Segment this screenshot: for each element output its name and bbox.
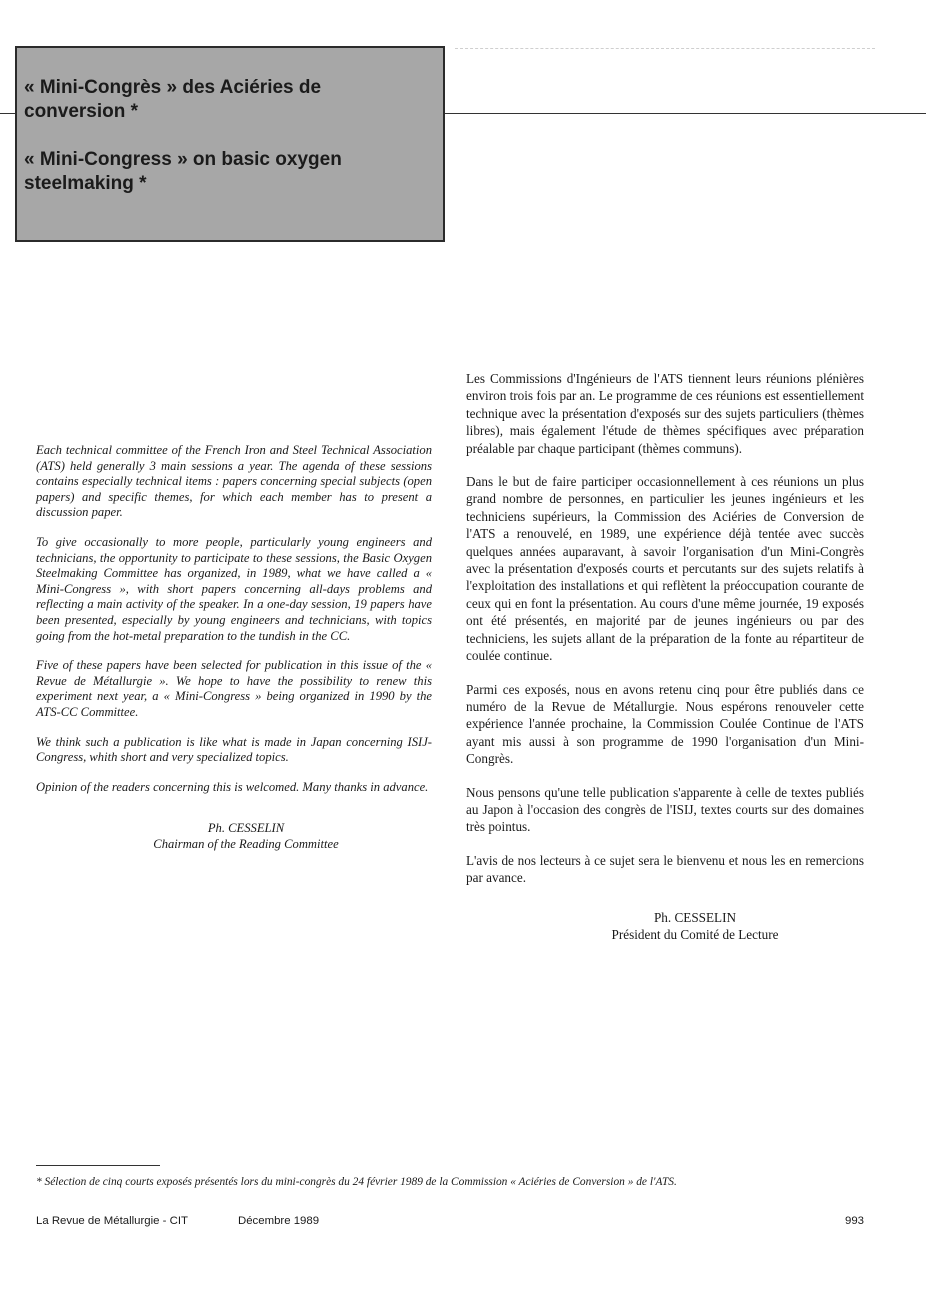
page-number: 993	[844, 1215, 864, 1227]
english-paragraph: Five of these papers have been selected for publication in this issue of the « Revue de Métallurgie ». We hope to have the possibility to renew this experiment next year, a « Mini-Congress » being organized in 1990 by the ATS-CC Committee.	[36, 658, 432, 719]
english-paragraph: We think such a publication is like what is made in Japan concerning ISIJ-Congress, whith short and very specialized topics.	[36, 734, 432, 765]
english-paragraph: Each technical committee of the French Iron and Steel Technical Association (ATS) held generally 3 main sessions a year. The agenda of these sessions contains especially technical items : papers concerning special subjects (open papers) and specific themes, for which each member has to present a discussion paper.	[36, 443, 432, 520]
french-paragraph: Les Commissions d'Ingénieurs de l'ATS tiennent leurs réunions plénières environ trois fois par an. Le programme de ces réunions est essentiellement technique avec la présentation d'exposés sur des sujets particuliers (thèmes libres), mais également l'étude de thèmes spécifiques avec préparation préalable par chaque participant (thèmes communs).	[466, 371, 864, 456]
signature-role: Chairman of the Reading Committee	[153, 836, 339, 851]
title-box	[15, 46, 445, 242]
french-paragraph: Parmi ces exposés, nous en avons retenu cinq pour être publiés dans ce numéro de la Revue de Métallurgie. Nous espérons renouveler cette expérience l'année prochaine, la Commission Coulée Continue de l'ATS ayant mis aussi à son programme de 1990 l'organisation d'un Mini-Congrès.	[466, 681, 864, 767]
footer-journal: La Revue de Métallurgie - CIT	[36, 1215, 188, 1227]
french-paragraph: L'avis de nos lecteurs à ce sujet sera le bienvenu et nous les en remercions par avance.	[466, 852, 864, 886]
english-paragraph: Opinion of the readers concerning this is welcomed. Many thanks in advance.	[36, 779, 429, 794]
footnote: * Sélection de cinq courts exposés présentés lors du mini-congrès du 24 février 1989 de la Commission « Aciéries de Conversion » de l'ATS.	[36, 1176, 677, 1188]
title-french: « Mini-Congrès » des Aciéries de conversion *	[24, 77, 322, 122]
signature-name: Ph. CESSELIN	[653, 909, 737, 925]
signature-role: Président du Comité de Lecture	[611, 926, 779, 942]
french-column	[466, 370, 864, 943]
title-english: « Mini-Congress » on basic oxygen steelmaking *	[24, 149, 342, 194]
signature-name: Ph. CESSELIN	[207, 821, 285, 836]
faint-header-rule	[455, 48, 875, 49]
french-paragraph: Dans le but de faire participer occasionnellement à ces réunions un plus grand nombre de personnes, en particulier les jeunes ingénieurs et les techniciens supérieurs, la Commission des Aciéries de Conversion de l'ATS a renouvelé, en 1989, une expérience déjà tentée avec succès quelques années auparavant, à savoir l'organisation d'un Mini-Congrès avec la présentation d'exposés courts et percutants sur des sujets relatifs à l'exploitation des installations et qui reflètent la préoccupation courante de ceux qui en font la présentation. Au cours d'une même journée, 19 exposés ont été présentés, en majorité par de jeunes ingénieurs ou par des techniciens, les sujets allant de la préparation de la fonte au répartiteur de coulée continue.	[466, 474, 864, 664]
french-signature	[466, 909, 864, 944]
footer-date: Décembre 1989	[238, 1215, 320, 1227]
english-signature	[36, 821, 432, 852]
french-paragraph: Nous pensons qu'une telle publication s'apparente à celle de textes publiés au Japon à l'occasion des congrès de l'ISIJ, textes courts sur des domaines très pointus.	[466, 784, 864, 835]
english-column	[36, 443, 432, 852]
english-paragraph: To give occasionally to more people, particularly young engineers and technicians, the opportunity to participate to these sessions, the Basic Oxygen Steelmaking Committee has organized, in 1989, what we have called a « Mini-Congress », with short papers concerning all-days problems and reflecting a main activity of the speaker. In a one-day session, 19 papers have been presented, especially by young engineers and technicians, with topics going from the hot-metal preparation to the tundish in the CC.	[36, 534, 432, 643]
footnote-rule	[36, 1165, 160, 1166]
